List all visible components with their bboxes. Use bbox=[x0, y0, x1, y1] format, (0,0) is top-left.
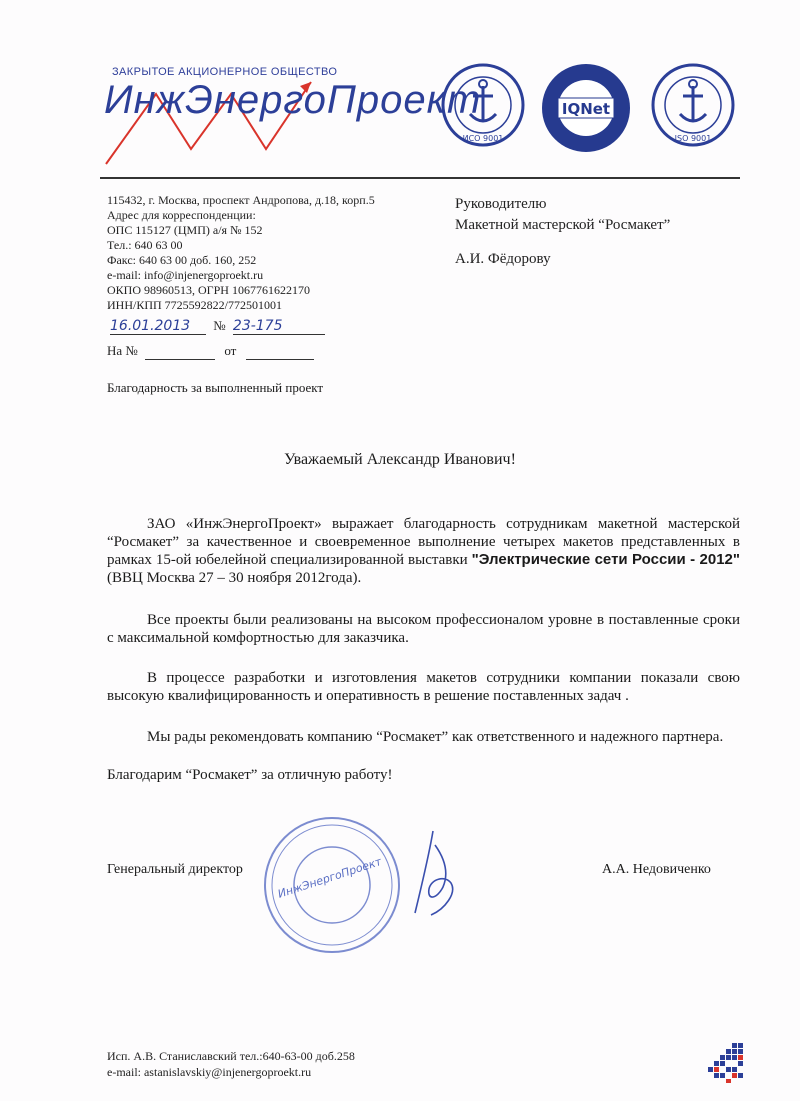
exhibition-title: "Электрические сети России - 2012" bbox=[471, 551, 740, 568]
incoming-reference bbox=[107, 343, 314, 360]
sender-inn-kpp: ИНН/КПП 7725592822/772501001 bbox=[107, 298, 283, 312]
signatory-title: Генеральный директор bbox=[107, 862, 243, 877]
reference-date-blank bbox=[246, 343, 314, 360]
company-type: ЗАКРЫТОЕ АКЦИОНЕРНОЕ ОБЩЕСТВО bbox=[112, 66, 338, 78]
iso-9001-seal-icon bbox=[650, 62, 736, 148]
footer-executor: Исп. А.В. Станиславский тел.:640-63-00 доб.258 bbox=[107, 1049, 355, 1063]
reference-label: На № bbox=[107, 343, 138, 358]
signature-icon bbox=[405, 825, 465, 925]
iqnet-seal-icon bbox=[540, 62, 632, 154]
sender-fax: Факс: 640 63 00 доб. 160, 252 bbox=[107, 253, 257, 267]
svg-text:ИСО 9001: ИСО 9001 bbox=[462, 134, 504, 143]
header-divider bbox=[100, 177, 740, 179]
letter-number: 23-175 bbox=[233, 318, 325, 335]
sender-okpo-ogrn: ОКПО 98960513, ОГРН 1067761622170 bbox=[107, 283, 310, 297]
sender-correspondence-label: Адрес для корреспонденции: bbox=[107, 208, 256, 222]
letter-date: 16.01.2013 bbox=[110, 318, 206, 335]
recipient-block bbox=[455, 194, 670, 270]
svg-text:ISO 9001: ISO 9001 bbox=[674, 134, 712, 143]
svg-text:IQNet: IQNet bbox=[561, 100, 611, 118]
footer-email: e-mail: astanislavskiy@injenergoproekt.ru bbox=[107, 1065, 312, 1079]
recipient-name: А.И. Фёдорову bbox=[455, 251, 551, 267]
recipient-organization: Макетной мастерской “Росмакет” bbox=[455, 217, 671, 233]
sender-details bbox=[107, 193, 375, 313]
salutation: Уважаемый Александр Иванович! bbox=[284, 451, 516, 468]
company-logo-text: ИнжЭнергоПроект bbox=[104, 78, 482, 122]
sender-phone: Тел.: 640 63 00 bbox=[107, 238, 183, 252]
paragraph-5: Благодарим “Росмакет” за отличную работу! bbox=[107, 767, 393, 783]
paragraph-4: Мы рады рекомендовать компанию “Росмакет” как ответственного и надежного партнера. bbox=[147, 729, 724, 745]
company-stamp-icon bbox=[262, 815, 402, 955]
footer-contact bbox=[107, 1048, 355, 1080]
sender-email: e-mail: info@injenergoproekt.ru bbox=[107, 268, 264, 282]
iso-seal-icon bbox=[440, 62, 526, 148]
sender-address: 115432, г. Москва, проспект Андропова, д.18, корп.5 bbox=[107, 193, 375, 207]
sender-po-box: ОПС 115127 (ЦМП) а/я № 152 bbox=[107, 223, 263, 237]
pixel-logo-icon bbox=[708, 1043, 744, 1083]
signatory-name: А.А. Недовиченко bbox=[602, 862, 711, 877]
paragraph-3: В процессе разработки и изготовления макетов сотрудники компании показали свою высокую квалифицированность и оперативность в решение поставленных задач . bbox=[107, 670, 740, 704]
recipient-position: Руководителю bbox=[455, 196, 547, 212]
number-label: № bbox=[213, 318, 226, 333]
outgoing-registration bbox=[110, 318, 325, 335]
paragraph-1: ЗАО «ИнжЭнергоПроект» выражает благодарность сотрудникам макетной мастерской “Росмакет” за качественное и своевременное выполнение четырех макетов представленных в рамках 15-ой юбелейной специализированной выставки "Электрические сети России - 2012" (ВВЦ Москва 27 – 30 ноября 2012года). bbox=[107, 516, 740, 586]
reference-number-blank bbox=[145, 343, 215, 360]
letter-subject: Благодарность за выполненный проект bbox=[107, 380, 324, 395]
paragraph-2: Все проекты были реализованы на высоком профессионалом уровне в поставленные сроки с максимальной комфортностью для заказчика. bbox=[107, 612, 740, 646]
reference-from-label: от bbox=[224, 343, 237, 358]
svg-text:ИнжЭнергоПроект: ИнжЭнергоПроект bbox=[276, 854, 384, 901]
